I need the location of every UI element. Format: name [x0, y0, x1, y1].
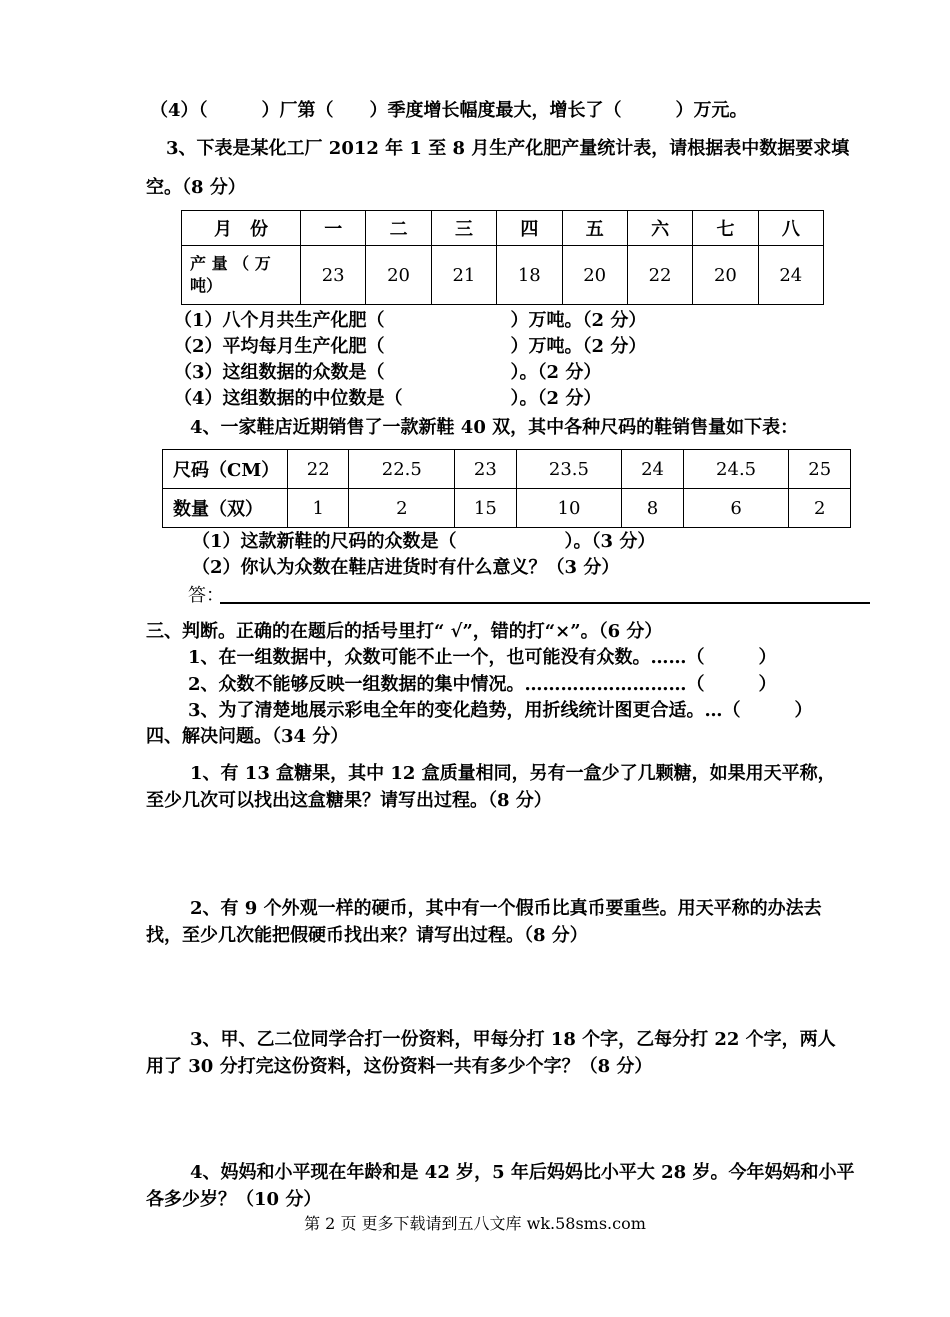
table-row — [182, 211, 824, 246]
size-cell: 22.5 — [349, 450, 455, 489]
output-cell: 20 — [562, 246, 627, 305]
problem-2-line-b: 找，至少几次能把假硬币找出来？请写出过程。（8 分） — [146, 925, 588, 946]
shoe-size-table — [162, 449, 851, 528]
q4-1-line: （1）这款新鞋的尺码的众数是（ ）。（3 分） — [192, 531, 656, 552]
quantity-cell: 10 — [516, 489, 622, 528]
output-cell: 21 — [431, 246, 496, 305]
problem-1-line-b: 至少几次可以找出这盒糖果？请写出过程。（8 分） — [146, 790, 552, 811]
fertilizer-table — [181, 210, 824, 305]
output-cell: 18 — [497, 246, 562, 305]
month-header: 月 份 — [182, 211, 301, 246]
month-cell: 四 — [497, 211, 562, 246]
q3-intro-line-b: 空。（8 分） — [146, 177, 246, 198]
size-cell: 22 — [288, 450, 349, 489]
output-cell: 24 — [758, 246, 823, 305]
size-cell: 24 — [622, 450, 683, 489]
answer-label: 答： — [188, 585, 224, 606]
month-cell: 六 — [627, 211, 692, 246]
page-footer: 第 2 页 更多下载请到五八文库 wk.58sms.com — [304, 1214, 646, 1233]
judge-3-line: 3、为了清楚地展示彩电全年的变化趋势，用折线统计图更合适。…（ ） — [188, 700, 813, 721]
q4-2-line: （2）你认为众数在鞋店进货时有什么意义？（3 分） — [192, 557, 620, 578]
quantity-cell: 2 — [349, 489, 455, 528]
output-cell: 20 — [693, 246, 758, 305]
q3-4-line: （4）这组数据的中位数是（ ）。（2 分） — [174, 388, 602, 409]
size-cell: 23.5 — [516, 450, 622, 489]
table-row — [163, 489, 851, 528]
output-cell: 22 — [627, 246, 692, 305]
q3-1-line: （1）八个月共生产化肥（ ）万吨。（2 分） — [174, 310, 647, 331]
output-cell: 20 — [366, 246, 431, 305]
problem-3-line-a: 3、甲、乙二位同学合打一份资料，甲每分打 18 个字，乙每分打 22 个字，两人 — [190, 1029, 836, 1050]
quantity-cell: 6 — [683, 489, 789, 528]
table-row — [182, 246, 824, 305]
q2-4-line: （4）（ ）厂第（ ）季度增长幅度最大，增长了（ ）万元。 — [150, 100, 748, 121]
judge-2-line: 2、众数不能够反映一组数据的集中情况。………………………（ ） — [188, 674, 777, 695]
problem-2-line-a: 2、有 9 个外观一样的硬币，其中有一个假币比真币要重些。用天平称的办法去 — [190, 898, 822, 919]
size-cell: 23 — [455, 450, 516, 489]
quantity-header: 数量（双） — [163, 489, 288, 528]
answer-line — [220, 602, 870, 604]
q3-intro-line-a: 3、下表是某化工厂 2012 年 1 至 8 月生产化肥产量统计表，请根据表中数据要求填 — [166, 138, 850, 159]
quantity-cell: 15 — [455, 489, 516, 528]
output-header-line-b: 吨） — [190, 276, 223, 295]
month-cell: 七 — [693, 211, 758, 246]
size-cell: 25 — [789, 450, 851, 489]
month-cell: 三 — [431, 211, 496, 246]
problem-3-line-b: 用了 30 分打完这份资料，这份资料一共有多少个字？（8 分） — [146, 1056, 653, 1077]
output-header-line-a: 产 量 （ 万 — [190, 254, 271, 273]
size-header: 尺码（CM） — [163, 450, 288, 489]
q4-intro-line: 4、一家鞋店近期销售了一款新鞋 40 双，其中各种尺码的鞋销售量如下表： — [190, 417, 799, 438]
month-cell: 二 — [366, 211, 431, 246]
output-cell: 23 — [301, 246, 366, 305]
section-4-title: 四、解决问题。（34 分） — [146, 726, 349, 747]
q3-2-line: （2）平均每月生产化肥（ ）万吨。（2 分） — [174, 336, 647, 357]
problem-4-line-b: 各多少岁？（10 分） — [146, 1189, 322, 1210]
problem-1-line-a: 1、有 13 盒糖果，其中 12 盒质量相同，另有一盒少了几颗糖，如果用天平称， — [190, 763, 836, 784]
month-cell: 八 — [758, 211, 823, 246]
quantity-cell: 8 — [622, 489, 683, 528]
q3-3-line: （3）这组数据的众数是（ ）。（2 分） — [174, 362, 602, 383]
size-cell: 24.5 — [683, 450, 789, 489]
month-cell: 五 — [562, 211, 627, 246]
table-row — [163, 450, 851, 489]
month-cell: 一 — [301, 211, 366, 246]
judge-1-line: 1、在一组数据中，众数可能不止一个，也可能没有众数。……（ ） — [188, 647, 777, 668]
output-header — [182, 246, 301, 305]
problem-4-line-a: 4、妈妈和小平现在年龄和是 42 岁，5 年后妈妈比小平大 28 岁。今年妈妈和小平 — [190, 1162, 855, 1183]
quantity-cell: 1 — [288, 489, 349, 528]
section-3-title: 三、判断。正确的在题后的括号里打“ √”，错的打“×”。（6 分） — [146, 621, 663, 642]
quantity-cell: 2 — [789, 489, 851, 528]
